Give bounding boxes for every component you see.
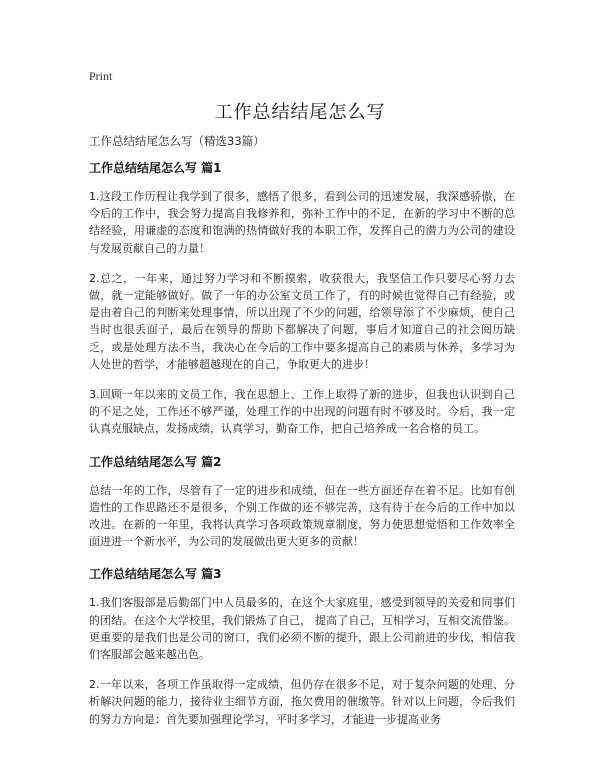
section-3 [89,566,515,727]
section-heading: 工作总结结尾怎么写 篇2 [89,454,222,469]
paragraph: 3.回顾一年以来的文员工作，我在思想上、工作上取得了新的进步，但我也认识到自己的不足之处，工作还不够严谨，处理工作的中出现的问题有时不够及时。今后，我一定认真克服缺点，发扬成绩，认真学习，勤奋工作，把自己培养成一名合格的员工。 [89,388,515,436]
document-subtitle: 工作总结结尾怎么写（精选33篇） [89,134,265,148]
section-heading: 工作总结结尾怎么写 篇1 [89,161,222,175]
section-heading: 工作总结结尾怎么写 篇3 [89,567,222,582]
section-1 [89,160,515,438]
paragraph: 2.总之，一年来，通过努力学习和不断摸索，收获很大，我坚信工作只要尽心努力去做，就一定能够做好。做了一年的办公室文员工作了，有的时候也觉得自己有经验，或是由着自己的判断来处理事情，所以出现了不少的问题，给领导添了不少麻烦，使自己当时也很丢面子，最后在领导的帮助下都解决了问题，事后才知道自己的社会阅历缺乏，或是处理方法不当，我决心在今后的工作中要多提高自己的素质与休养，多学习为人处世的哲学，才能够超越现在的自己，争取更大的进步！ [89,271,515,371]
paragraph: 2.一年以来，各项工作虽取得一定成绩，但仍存在很多不足，对于复杂问题的处理、分析解决问题的能力，接待业主细节方面，拖欠费用的催缴等。针对以上问题，今后我们的努力方向是：首先要加强理论学习，平时多学习，才能进一步提高业务 [89,678,515,726]
page-title: 工作总结结尾怎么写 [214,102,386,123]
paragraph: 总结一年的工作，尽管有了一定的进步和成绩，但在一些方面还存在着不足。比如有创造性的工作思路还不是很多，个别工作做的还不够完善，这有待于在今后的工作中加以改进。在新的一年里，我将认真学习各项政策规章制度，努力使思想觉悟和工作效率全面进进一个新水平，为公司的发展做出更大更多的贡献！ [89,483,515,549]
paragraph: 1.我们客服部是后勤部门中人员最多的，在这个大家庭里，感受到领导的关爱和同事们的团结。在这个大学校里，我们锻炼了自己， 提高了自己，互相学习，互相交流借鉴。更重要的是我们也是公司的窗口，我们必须不断的提升，跟上公司前进的步伐，相信我们客服部会越来越出色。 [89,596,515,662]
section-2 [89,454,515,551]
paragraph: 1.这段工作历程让我学到了很多，感悟了很多，看到公司的迅速发展，我深感骄傲，在今后的工作中，我会努力提高自我修养和，弥补工作中的不足，在新的学习中不断的总结经验，用谦虚的态度和饱满的热情做好我的本职工作，发挥自己的潜力为公司的建设与发展贡献自己的力量！ [89,190,515,255]
document-body [89,160,515,741]
print-label: Print [89,69,113,83]
